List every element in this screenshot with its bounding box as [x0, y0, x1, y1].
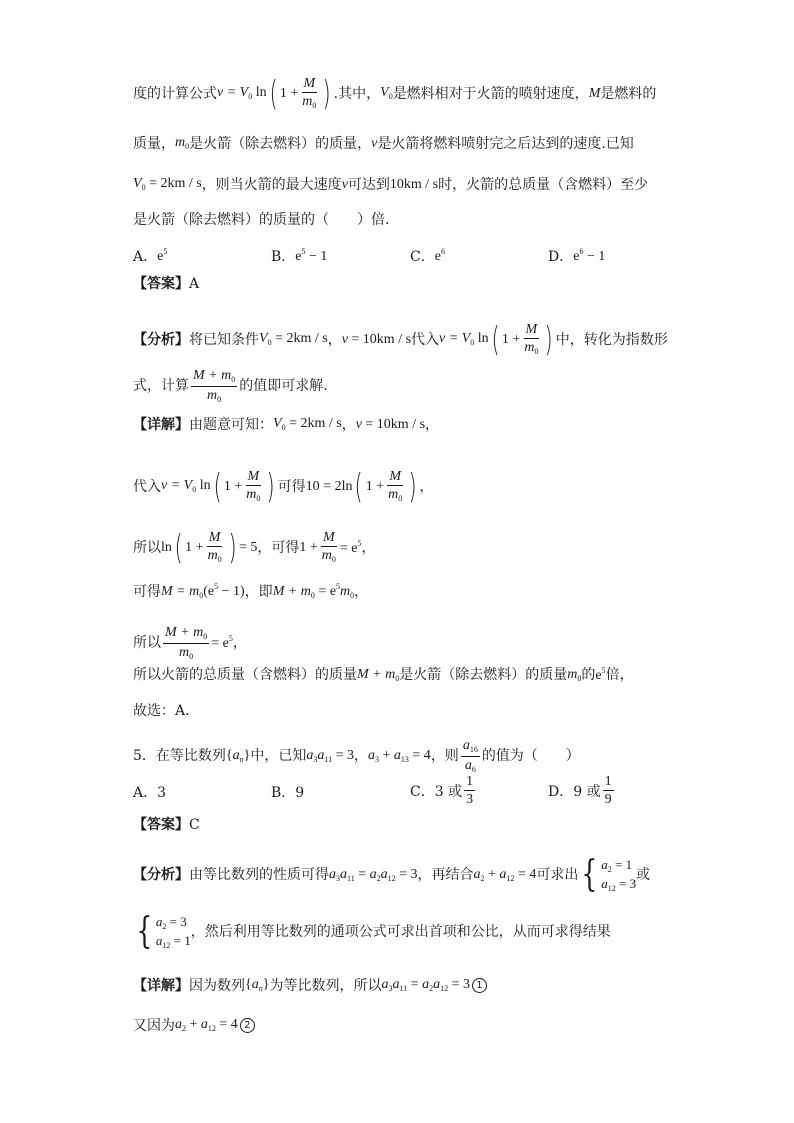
formula: ln — [161, 539, 172, 555]
option-label: B．9 — [271, 785, 305, 801]
paren: ( — [355, 466, 364, 507]
text-line — [133, 213, 389, 227]
text: ， — [425, 416, 440, 433]
formula: 1 + — [501, 331, 521, 347]
text: 为等比数列，所以 — [269, 977, 382, 994]
formula: 1 + — [185, 539, 204, 555]
option-label: A． — [133, 249, 158, 265]
option-label: A．3 — [133, 785, 167, 801]
text: ， — [419, 478, 434, 495]
analysis-tag: 【分析】 — [133, 867, 189, 884]
text: ， — [327, 331, 342, 348]
fraction: $\frac{1}{3}$ — [466, 774, 474, 808]
text: 是火箭（除去燃料）的质量， — [189, 135, 372, 152]
fraction: $\frac{M}{m_0}$ — [388, 469, 403, 504]
equation-system: $a_2 = 1$ $a_{12} = 3$ — [601, 857, 637, 894]
formula: $a_2 + a_{12} = 4$ — [473, 866, 537, 883]
formula: $m_0$ — [567, 666, 582, 683]
text: 5．在等比数列 — [133, 748, 226, 765]
detail-line — [133, 583, 368, 600]
formula: 1 + — [279, 85, 299, 101]
formula: 10 = 2ln — [305, 478, 353, 494]
answer-tag: 【答案】 — [133, 817, 189, 833]
detail-line — [133, 417, 439, 432]
text: 是燃料相对于火箭的喷射速度， — [392, 85, 589, 102]
text: 可求出 — [536, 867, 579, 884]
fraction: $\frac{M}{m_0}$ — [246, 469, 261, 504]
option-d — [548, 774, 616, 808]
option-label: D．9 或 — [548, 783, 601, 800]
text: 所以 — [133, 539, 161, 556]
formula: 1 + — [299, 539, 318, 555]
text: ，则 — [430, 748, 459, 765]
analysis-tag: 【分析】 — [133, 331, 189, 348]
formula: $V_0 = 2km / s$ — [133, 176, 202, 192]
fraction: $\frac{M}{m_0}$ — [321, 530, 336, 565]
text: ，再结合 — [417, 867, 474, 884]
paren: ) — [545, 319, 554, 360]
paren: ) — [267, 466, 276, 507]
option-label: D． — [548, 249, 574, 265]
text: ，即 — [244, 583, 273, 600]
formula: $v = V_0$ ln — [217, 85, 267, 102]
formula: $a_3a_{11} = a_2a_{12} = 3$ — [381, 977, 470, 993]
text: 中，已知 — [250, 748, 307, 765]
formula: $a_3a_{11} = 3$ — [306, 747, 354, 764]
paren: ) — [408, 466, 417, 507]
text: ，可得 — [257, 539, 300, 556]
text: 所以火箭的总质量（含燃料）的质量 — [133, 667, 357, 683]
formula: $V_0 = 2km / s$ — [273, 416, 342, 432]
answer-line — [133, 818, 200, 832]
text: 代入 — [133, 478, 161, 495]
text: 的值为（ ） — [481, 748, 580, 765]
question-5 — [133, 738, 580, 775]
detail-line — [133, 1018, 255, 1033]
text: 代入 — [411, 331, 440, 348]
option-c — [410, 774, 477, 808]
text: ， — [232, 635, 247, 652]
text: 的 — [581, 667, 596, 683]
formula: 10km / s — [389, 176, 439, 192]
detail-tag: 【详解】 — [133, 416, 189, 433]
formula: = 5 — [238, 539, 258, 555]
detail-line — [133, 704, 190, 718]
detail-line — [133, 667, 634, 683]
formula: $e^5$ — [157, 247, 168, 264]
formula: $a_3a_{11} = a_2a_{12} = 3$ — [329, 866, 418, 883]
brace: { — [136, 911, 153, 953]
text: ，则当火箭的最大速度 — [201, 176, 342, 193]
text-line — [133, 177, 648, 192]
paren: ) — [228, 527, 237, 568]
circled-number: 1 — [472, 978, 487, 993]
detail-line — [133, 978, 487, 993]
text: ， — [361, 539, 376, 556]
text: 是火箭（除去燃料）的质量的（ ）倍. — [133, 212, 390, 228]
fraction: $\frac{M + m_0}{m_0}$ — [165, 625, 208, 661]
fraction: $\frac{M}{m_0}$ — [524, 322, 539, 357]
text: 的值即可求解. — [239, 378, 328, 395]
text: 可达到 — [347, 176, 390, 193]
answer-value: A — [189, 276, 200, 292]
formula: 1 + — [365, 478, 385, 494]
detail-line — [133, 527, 376, 568]
formula: $\{a_n\}$ — [225, 747, 251, 764]
analysis-line — [133, 368, 328, 405]
formula: v = 10km / s — [341, 331, 412, 347]
paren: ( — [174, 527, 183, 568]
formula: $e^5 - 1$ — [295, 247, 328, 264]
text: 又因为 — [133, 1017, 175, 1034]
fraction: $\frac{a_{16}}{a_6}$ — [462, 738, 478, 774]
option-b — [271, 782, 304, 802]
formula: v — [371, 135, 378, 151]
paren: ( — [213, 466, 222, 507]
paren: ( — [269, 73, 278, 114]
text: 故选：A. — [133, 703, 190, 719]
text: 式，计算 — [133, 378, 189, 395]
paren: ( — [491, 319, 500, 360]
analysis-line — [133, 319, 668, 360]
text: 倍， — [605, 667, 634, 683]
option-a — [133, 246, 167, 266]
formula: $e^6 - 1$ — [573, 247, 606, 264]
text: ， — [354, 748, 368, 765]
equation-system: $a_2 = 3$ $a_{12} = 1$ — [155, 914, 191, 951]
formula: $V_0 = 2km / s$ — [259, 331, 328, 348]
brace: { — [581, 854, 598, 896]
fraction: $\frac{M + m_0}{m_0}$ — [193, 368, 236, 404]
detail-line — [133, 466, 434, 507]
formula: $a_3 + a_{13} = 4$ — [368, 747, 431, 764]
option-b — [271, 246, 327, 266]
option-label: B． — [271, 249, 296, 265]
text: 由题意可知： — [189, 416, 273, 433]
formula: $M + m_0$ — [357, 666, 400, 683]
formula: 1 + — [223, 478, 243, 494]
answer-tag: 【答案】 — [133, 276, 189, 292]
text: 可得 — [277, 478, 306, 495]
fraction: $\frac{1}{9}$ — [604, 774, 612, 808]
formula: $a_2 + a_{12} = 4$ — [175, 1017, 238, 1033]
answer-line — [133, 277, 199, 291]
text: 因为数列 — [189, 977, 245, 994]
text: 是火箭（除去燃料）的质量 — [399, 667, 568, 683]
analysis-line — [133, 913, 611, 951]
text: .其中， — [333, 85, 381, 102]
detail-line — [133, 625, 247, 662]
formula: = $e^5$ — [339, 538, 362, 556]
text: ， — [341, 416, 356, 433]
detail-tag: 【详解】 — [133, 977, 189, 994]
text: 将已知条件 — [189, 331, 259, 348]
formula: $v = V_0$ ln — [161, 478, 211, 495]
paren: ) — [323, 73, 332, 114]
circled-number: 2 — [240, 1018, 255, 1033]
text: ，然后利用等比数列的通项公式可求出首项和公比，从而可求得结果 — [190, 924, 611, 941]
formula: v = 10km / s — [355, 416, 426, 432]
text: 是火箭将燃料喷射完之后达到的速度.已知 — [377, 135, 634, 152]
fraction: $\frac{M}{m_0}$ — [302, 76, 317, 111]
text-line — [133, 73, 657, 114]
text: 度的计算公式 — [133, 85, 217, 102]
formula: $e^6$ — [434, 247, 445, 264]
formula: v — [341, 176, 348, 192]
formula: $V_0$ — [380, 85, 393, 102]
formula: $M + m_0 = e^5m_0$ — [272, 582, 355, 600]
option-label: C．3 或 — [410, 783, 463, 800]
text: 可得 — [133, 583, 161, 600]
text: 是燃料的 — [600, 85, 657, 102]
text: 由等比数列的性质可得 — [189, 867, 329, 884]
text: 中，转化为指数形 — [555, 331, 668, 348]
formula: $M = m_0(e^5 - 1)$ — [161, 582, 245, 600]
option-a — [133, 782, 166, 802]
option-label: C． — [410, 249, 435, 265]
text: 所以 — [133, 635, 161, 652]
formula: $m_0$ — [175, 135, 190, 151]
analysis-line — [133, 856, 650, 894]
text: ， — [354, 583, 369, 600]
fraction: $\frac{M}{m_0}$ — [207, 530, 222, 565]
text: 或 — [636, 867, 651, 884]
option-d — [548, 246, 605, 266]
text: 时，火箭的总质量（含燃料）至少 — [438, 176, 649, 193]
formula: $e^5$ — [595, 666, 606, 683]
formula: $v = V_0$ ln — [439, 331, 489, 348]
formula: $\{a_n\}$ — [245, 977, 270, 993]
answer-value: C — [189, 817, 200, 833]
text-line — [133, 136, 634, 151]
formula: = $e^5$ — [211, 634, 233, 652]
option-c — [410, 246, 445, 266]
text: 质量， — [133, 135, 175, 152]
formula: M — [588, 85, 601, 101]
